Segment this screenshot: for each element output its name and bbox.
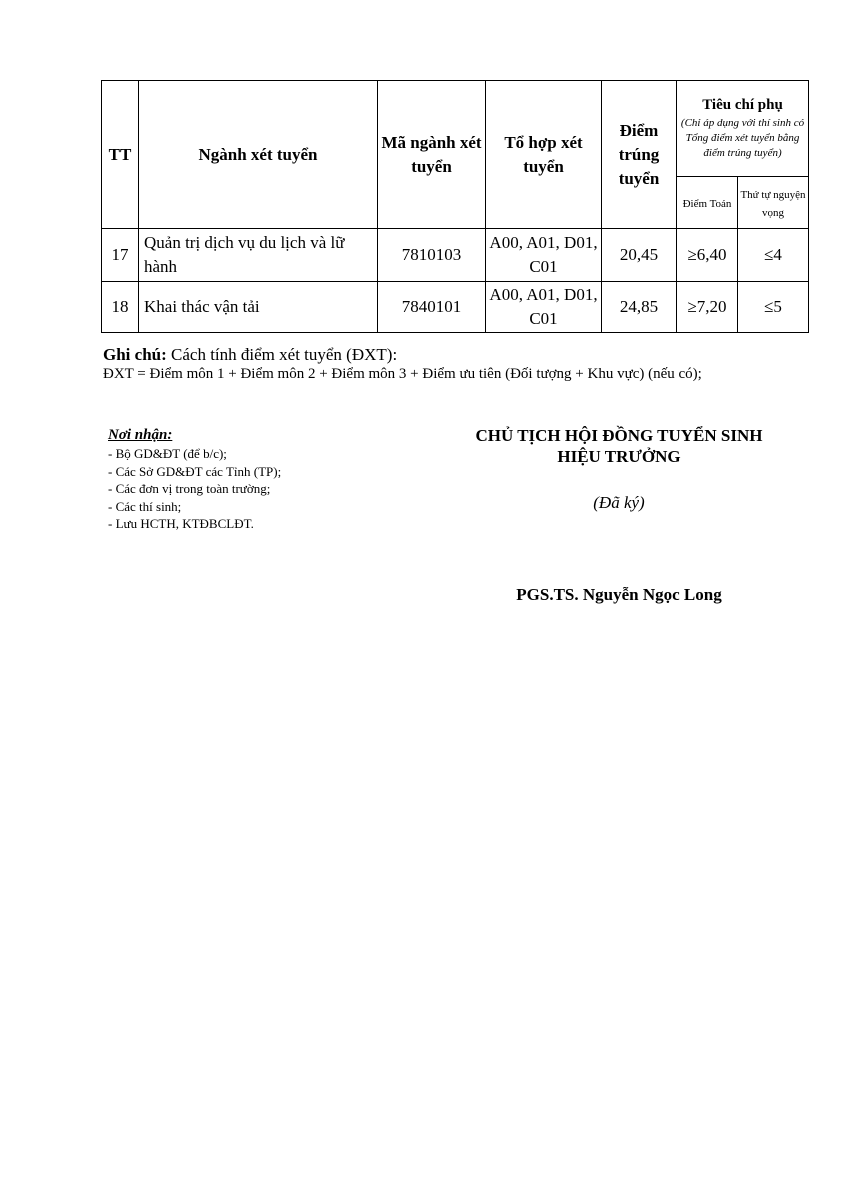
- header-wish-order: Thứ tự nguyện vọng: [738, 177, 809, 229]
- list-item: - Các Sở GD&ĐT các Tỉnh (TP);: [108, 463, 282, 479]
- cell-code: 7810103: [378, 229, 486, 282]
- cell-wish: ≤4: [738, 229, 809, 282]
- note-label: Ghi chú:: [103, 345, 167, 364]
- cell-major: Quản trị dịch vụ du lịch và lữ hành: [139, 229, 378, 282]
- recipients-list: [108, 445, 281, 533]
- cell-combo: A00, A01, D01, C01: [486, 229, 602, 282]
- cell-code: 7840101: [378, 282, 486, 333]
- header-combination: Tổ hợp xét tuyển: [486, 81, 602, 229]
- recipients-block: [108, 426, 281, 533]
- cell-major: Khai thác vận tải: [139, 282, 378, 333]
- cell-math: ≥7,20: [677, 282, 738, 333]
- recipients-title: Nơi nhận:: [108, 427, 173, 443]
- list-item: - Lưu HCTH, KTĐBCLĐT.: [108, 516, 254, 531]
- header-tt: TT: [102, 81, 139, 229]
- signer-name: PGS.TS. Nguyễn Ngọc Long: [516, 585, 722, 604]
- signature-title-1: CHỦ TỊCH HỘI ĐỒNG TUYỂN SINH: [475, 426, 763, 445]
- cell-math: ≥6,40: [677, 229, 738, 282]
- sub-criteria-note: (Chỉ áp dụng với thí sinh có Tổng điểm xét tuyển bằng điểm trúng tuyển): [680, 117, 805, 159]
- table-row: [102, 282, 809, 333]
- signed-mark: (Đã ký): [593, 493, 645, 512]
- cell-tt: 17: [102, 229, 139, 282]
- table-header-row: [102, 81, 809, 177]
- list-item: - Các đơn vị trong toàn trường;: [108, 481, 271, 496]
- note-formula: ĐXT = Điểm môn 1 + Điểm môn 2 + Điểm môn 3 + Điểm ưu tiên (Đối tượng + Khu vực) (nếu có);: [103, 366, 702, 382]
- header-major: Ngành xét tuyển: [139, 81, 378, 229]
- admission-table: [101, 80, 809, 333]
- signature-block: [438, 425, 800, 605]
- note-heading: [103, 345, 397, 365]
- cell-wish: ≤5: [738, 282, 809, 333]
- cell-score: 24,85: [602, 282, 677, 333]
- header-admission-score: Điểm trúng tuyển: [602, 81, 677, 229]
- table-row: [102, 229, 809, 282]
- cell-combo: A00, A01, D01, C01: [486, 282, 602, 333]
- cell-tt: 18: [102, 282, 139, 333]
- sub-criteria-title: Tiêu chí phụ: [702, 97, 783, 113]
- header-sub-criteria: [677, 81, 809, 177]
- cell-score: 20,45: [602, 229, 677, 282]
- list-item: - Bộ GD&ĐT (để b/c);: [108, 446, 227, 461]
- signature-title-2: HIỆU TRƯỞNG: [557, 447, 681, 466]
- note-text: Cách tính điểm xét tuyển (ĐXT):: [166, 345, 398, 364]
- header-math-score: Điểm Toán: [677, 177, 738, 229]
- list-item: - Các thí sinh;: [108, 498, 182, 514]
- header-major-code: Mã ngành xét tuyển: [378, 81, 486, 229]
